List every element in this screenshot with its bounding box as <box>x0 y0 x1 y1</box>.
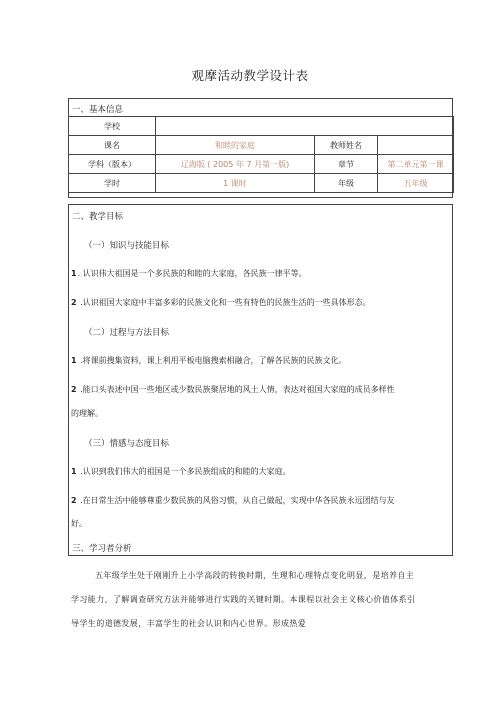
objective-item: 2 .能口头表述中国一些地区或少数民族聚居地的风土人情，表达对祖国大家庭的成员多样性 <box>71 385 395 394</box>
objective-item-continuation: 的理解。 <box>71 409 103 418</box>
learner-paragraph-line: 学习能力，了解调查研究方法并能够进行实践的关键时期。本课程以社会主义核心价值体系引 <box>71 595 416 604</box>
objective-item-continuation: 好。 <box>71 519 87 528</box>
school-label: 学校 <box>69 117 156 136</box>
objective-group-title: （一）知识与技能目标 <box>84 241 170 251</box>
grade-label: 年级 <box>315 174 378 193</box>
objective-group-title: （三）情感与态度目标 <box>84 439 170 449</box>
learner-heading: 三、学习者分析 <box>72 544 132 554</box>
objectives-heading: 二、教学目标 <box>72 212 124 222</box>
page-title: 观摩活动教学设计表 <box>191 68 309 83</box>
hours-value: 1 课时 <box>156 174 315 193</box>
objective-item: 1. 认识伟大祖国是一个多民族的和睦的大家庭，各民族一律平等。 <box>71 269 307 278</box>
chapter-value: 第二单元第一课 <box>378 155 454 174</box>
teacher-value <box>378 136 454 155</box>
lesson-label: 课名 <box>69 136 156 155</box>
objective-item: 2 .在日常生活中能够尊重少数民族的风俗习惯，从自己做起，实现中华各民族永远团结与友 <box>71 496 395 505</box>
lesson-value: 和睦的家庭 <box>156 136 315 155</box>
objective-item: 2 .认识祖国大家庭中丰富多彩的民族文化和一些有特色的民族生活的一些具体形态。 <box>71 298 371 307</box>
basic-info-table <box>68 116 454 193</box>
school-value <box>156 117 454 136</box>
table-row <box>69 155 454 174</box>
basic-info-heading: 一、基本信息 <box>72 105 124 115</box>
learner-paragraph-line: 五年级学生处于刚刚升上小学高段的转换时期，生理和心理特点变化明显，是培养自主 <box>95 571 415 580</box>
objective-item: 1 .认识到我们伟大的祖国是一个多民族组成的和睦的大家庭。 <box>71 467 291 476</box>
table-row <box>69 136 454 155</box>
subject-label: 学科（版本） <box>69 155 156 174</box>
learner-paragraph-line: 导学生的道德发展，丰富学生的社会认识和内心世界。形成热爱 <box>71 619 307 628</box>
table-row <box>69 117 454 136</box>
hours-label: 学时 <box>69 174 156 193</box>
grade-value: 五年级 <box>378 174 454 193</box>
teacher-label: 教师姓名 <box>315 136 378 155</box>
chapter-label: 章节 <box>315 155 378 174</box>
objective-group-title: （二）过程与方法目标 <box>84 328 170 338</box>
objective-item: 1 .将课前搜集资料，课上利用平板电脑搜索相融合，了解各民族的民族文化。 <box>71 356 347 365</box>
table-row <box>69 174 454 193</box>
subject-value: 辽海版 ( 2005 年 7 月第一版) <box>156 155 315 174</box>
